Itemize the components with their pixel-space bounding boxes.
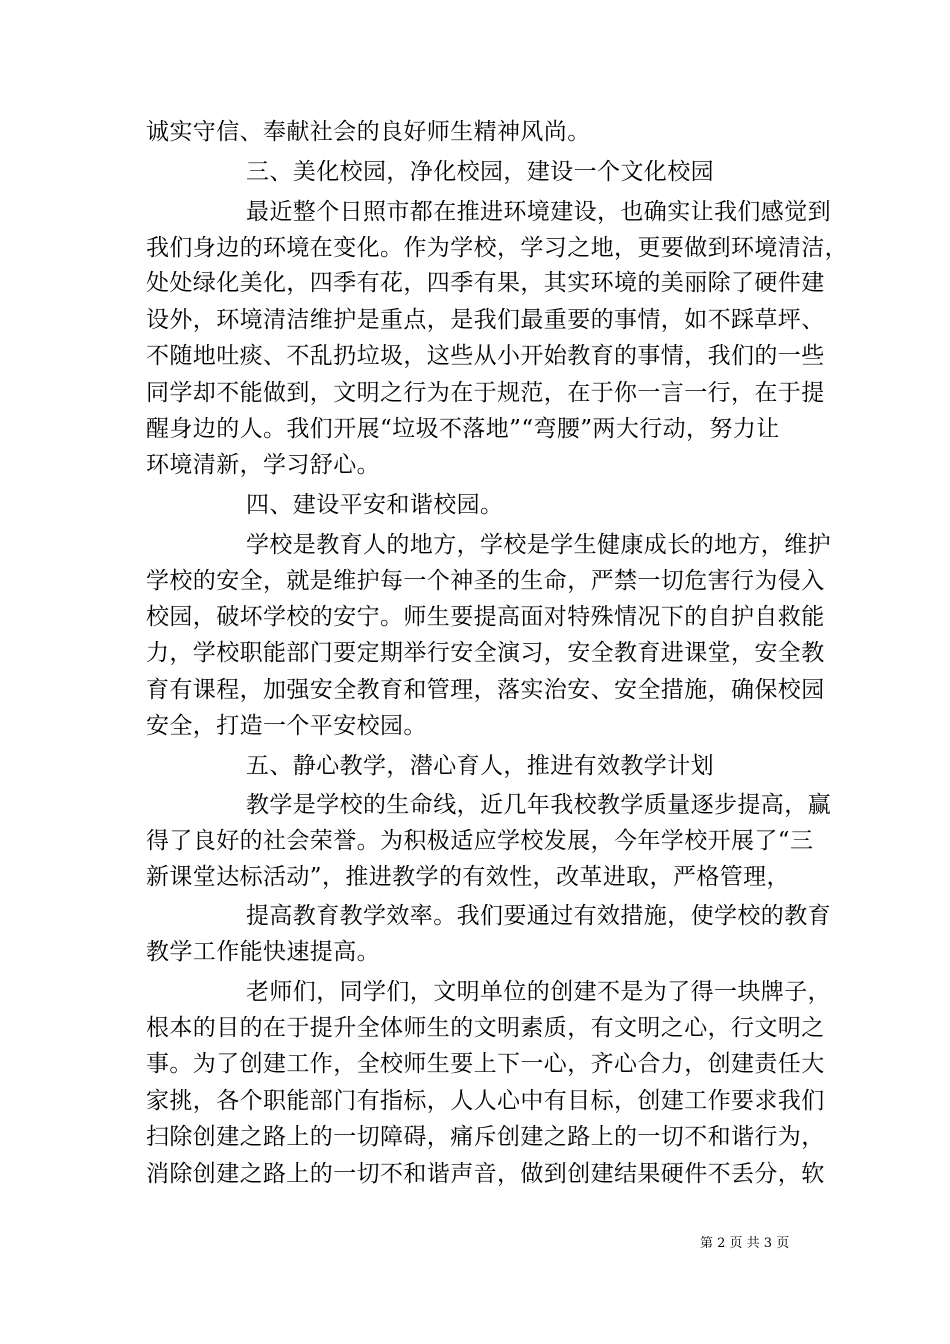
text-line: 事。为了创建工作，全校师生要上下一心，齐心合力，创建责任大 bbox=[146, 1051, 825, 1077]
text-line: 校园，破坏学校的安宁。师生要提高面对特殊情况下的自护自救能 bbox=[146, 604, 825, 630]
section-heading-5: 五、静心教学，潜心育人，推进有效教学计划 bbox=[246, 753, 714, 779]
text-line: 育有课程，加强安全教育和管理，落实治安、安全措施，确保校园 bbox=[146, 677, 825, 703]
text-line: 醒身边的人。我们开展“垃圾不落地”“弯腰”两大行动，努力让 bbox=[146, 416, 780, 442]
text-line: 同学却不能做到，文明之行为在于规范，在于你一言一行，在于提 bbox=[146, 380, 825, 406]
section-heading-3: 三、美化校园，净化校园，建设一个文化校园 bbox=[246, 159, 714, 185]
text-line: 诚实守信、奉献社会的良好师生精神风尚。 bbox=[146, 119, 591, 145]
text-line: 学校的安全，就是维护每一个神圣的生命，严禁一切危害行为侵入 bbox=[146, 568, 825, 594]
section-heading-4: 四、建设平安和谐校园。 bbox=[246, 492, 504, 518]
text-line: 学校是教育人的地方，学校是学生健康成长的地方，维护 bbox=[246, 532, 831, 558]
text-line: 家挑，各个职能部门有指标，人人心中有目标，创建工作要求我们 bbox=[146, 1088, 825, 1114]
text-line: 教学工作能快速提高。 bbox=[146, 939, 380, 965]
text-line: 设外，环境清洁维护是重点，是我们最重要的事情，如不踩草坪、 bbox=[146, 307, 825, 333]
text-line: 教学是学校的生命线，近几年我校教学质量逐步提高，赢 bbox=[246, 792, 831, 818]
text-line: 我们身边的环境在变化。作为学校，学习之地，更要做到环境清洁， bbox=[146, 235, 848, 261]
text-line: 安全，打造一个平安校园。 bbox=[146, 713, 427, 739]
text-line: 力，学校职能部门要定期举行安全演习，安全教育进课堂，安全教 bbox=[146, 640, 825, 666]
text-line: 扫除创建之路上的一切障碍，痛斥创建之路上的一切不和谐行为， bbox=[146, 1124, 825, 1150]
text-line: 老师们，同学们，文明单位的创建不是为了得一块牌子， bbox=[246, 979, 831, 1005]
text-line: 不随地吐痰、不乱扔垃圾，这些从小开始教育的事情，我们的一些 bbox=[146, 343, 825, 369]
text-line: 新课堂达标活动”，推进教学的有效性，改革进取，严格管理， bbox=[146, 864, 790, 890]
page-number-footer: 第 2 页 共 3 页 bbox=[700, 1236, 790, 1251]
text-line: 最近整个日照市都在推进环境建设，也确实让我们感觉到 bbox=[246, 199, 831, 225]
text-line: 得了良好的社会荣誉。为积极适应学校发展，今年学校开展了“三 bbox=[146, 828, 814, 854]
text-line: 环境清新，学习舒心。 bbox=[146, 452, 380, 478]
text-line: 根本的目的在于提升全体师生的文明素质，有文明之心，行文明之 bbox=[146, 1015, 825, 1041]
text-line: 消除创建之路上的一切不和谐声音，做到创建结果硬件不丢分，软 bbox=[146, 1161, 825, 1187]
text-line: 处处绿化美化，四季有花，四季有果，其实环境的美丽除了硬件建 bbox=[146, 270, 825, 296]
text-line: 提高教育教学效率。我们要通过有效措施，使学校的教育 bbox=[246, 903, 831, 929]
